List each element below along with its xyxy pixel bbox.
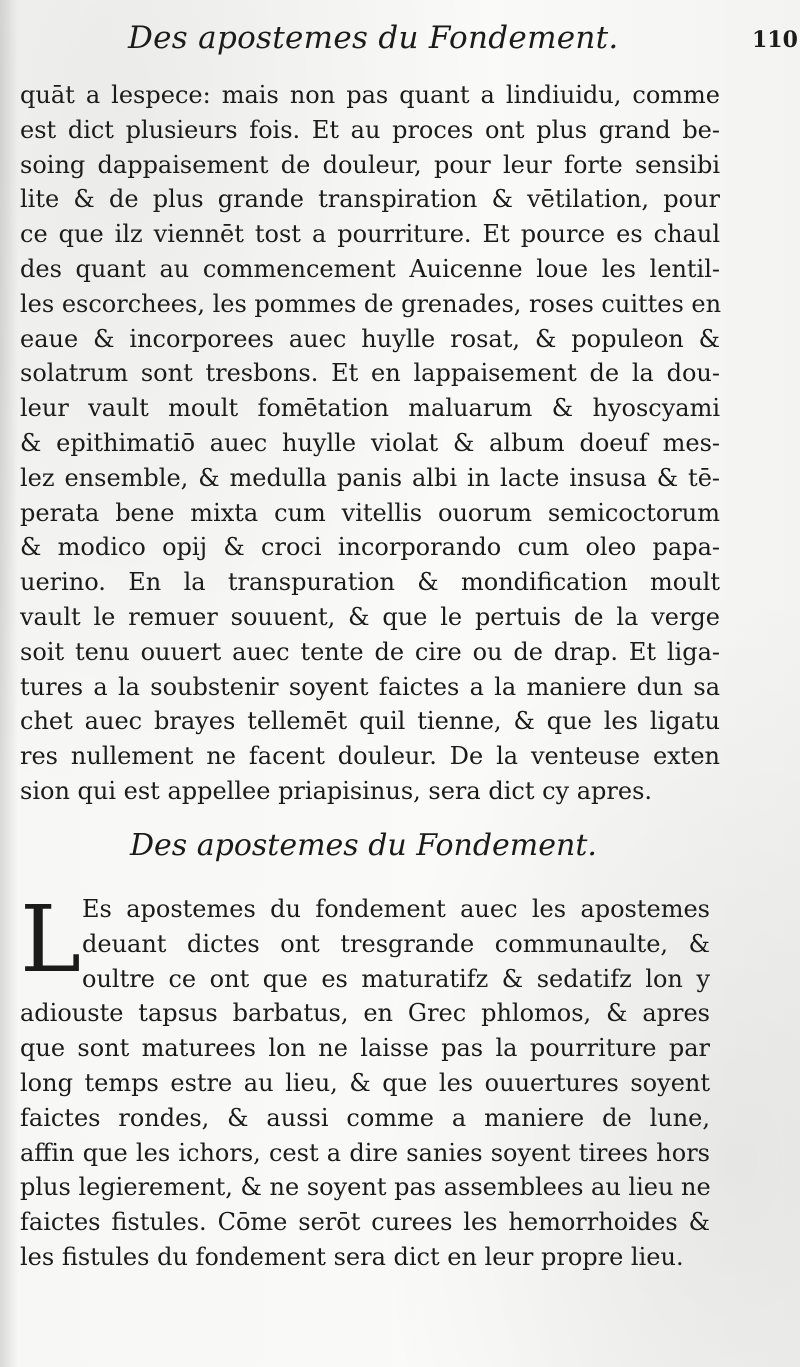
text-line: lite & de plus grande transpiration & vētilation, pour <box>20 185 720 214</box>
text-line: Es apostemes du fondement auec les apostemes <box>82 895 710 923</box>
section-paragraph <box>20 886 711 1275</box>
text-line: soing dappaisement de douleur, pour leur forte sensibi <box>20 150 720 179</box>
text-line: perata bene mixta cum vitellis ouorum semicoctorum <box>20 498 720 527</box>
text-line: faictes fistules. Cōme serōt curees les hemorrhoides & <box>20 1208 710 1237</box>
text-line: les fistules du fondement sera dict en leur propre lieu. <box>20 1242 684 1271</box>
paragraph-continued <box>20 78 720 809</box>
text-line: est dict plusieurs fois. Et au proces ont plus grand be- <box>20 115 720 144</box>
text-line: eaue & incorporees auec huylle rosat, & populeon & <box>20 324 720 353</box>
text-line: quāt a lespece: mais non pas quant a lindiuidu, comme <box>20 81 720 109</box>
text-line: les escorchees, les pommes de grenades, roses cuittes en <box>20 289 722 318</box>
text-line: vault le remuer souuent, & que le pertuis de la verge <box>20 602 720 631</box>
page-number: 110 <box>752 27 798 53</box>
text-line: leur vault moult fomētation maluarum & hyoscyami <box>20 394 720 423</box>
text-line: faictes rondes, & aussi comme a maniere de lune, <box>20 1103 710 1132</box>
text-line: uerino. En la transpuration & mondification moult <box>20 568 720 597</box>
text-line: & modico opij & croci incorporando cum oleo papa- <box>20 533 720 562</box>
text-line: res nullement ne facent douleur. De la venteuse exten <box>20 742 720 771</box>
text-line: affin que les ichors, cest a dire sanies soyent tirees hors <box>20 1138 710 1167</box>
text-line: adiouste tapsus barbatus, en Grec phlomos, & apres <box>20 999 710 1028</box>
text-line: tures a la soubstenir soyent faictes a la maniere dun sa <box>20 672 720 701</box>
text-line: sion qui est appellee priapisinus, sera dict cy apres. <box>20 776 653 805</box>
text-line: deuant dictes ont tresgrande communaulte, & <box>82 929 710 958</box>
text-line: des quant au commencement Auicenne loue les lentil- <box>20 254 720 283</box>
text-line: que sont maturees lon ne laisse pas la pourriture par <box>20 1034 710 1063</box>
running-head <box>0 16 800 66</box>
text-line: ce que ilz viennēt tost a pourriture. Et pource es chaul <box>20 220 720 249</box>
text-line: solatrum sont tresbons. Et en lappaisement de la dou- <box>20 359 720 388</box>
drop-cap: L <box>20 886 82 993</box>
text-line: oultre ce ont que es maturatifz & sedatifz lon y <box>82 964 710 993</box>
text-line: soit tenu ouuert auec tente de cire ou de drap. Et liga- <box>20 637 720 666</box>
text-line: long temps estre au lieu, & que les ouuertures soyent <box>20 1068 710 1097</box>
text-line: lez ensemble, & medulla panis albi in lacte insusa & tē- <box>20 463 720 492</box>
text-line: chet auec brayes tellemēt quil tienne, & que les ligatu <box>20 707 720 736</box>
text-line: & epithimatiō auec huylle violat & album doeuf mes- <box>20 428 720 457</box>
section-heading: Des apostemes du Fondement. <box>130 828 597 863</box>
text-line: plus legierement, & ne soyent pas assemblees au lieu ne <box>20 1173 711 1202</box>
running-title: Des apostemes du Fondement. <box>128 20 619 56</box>
